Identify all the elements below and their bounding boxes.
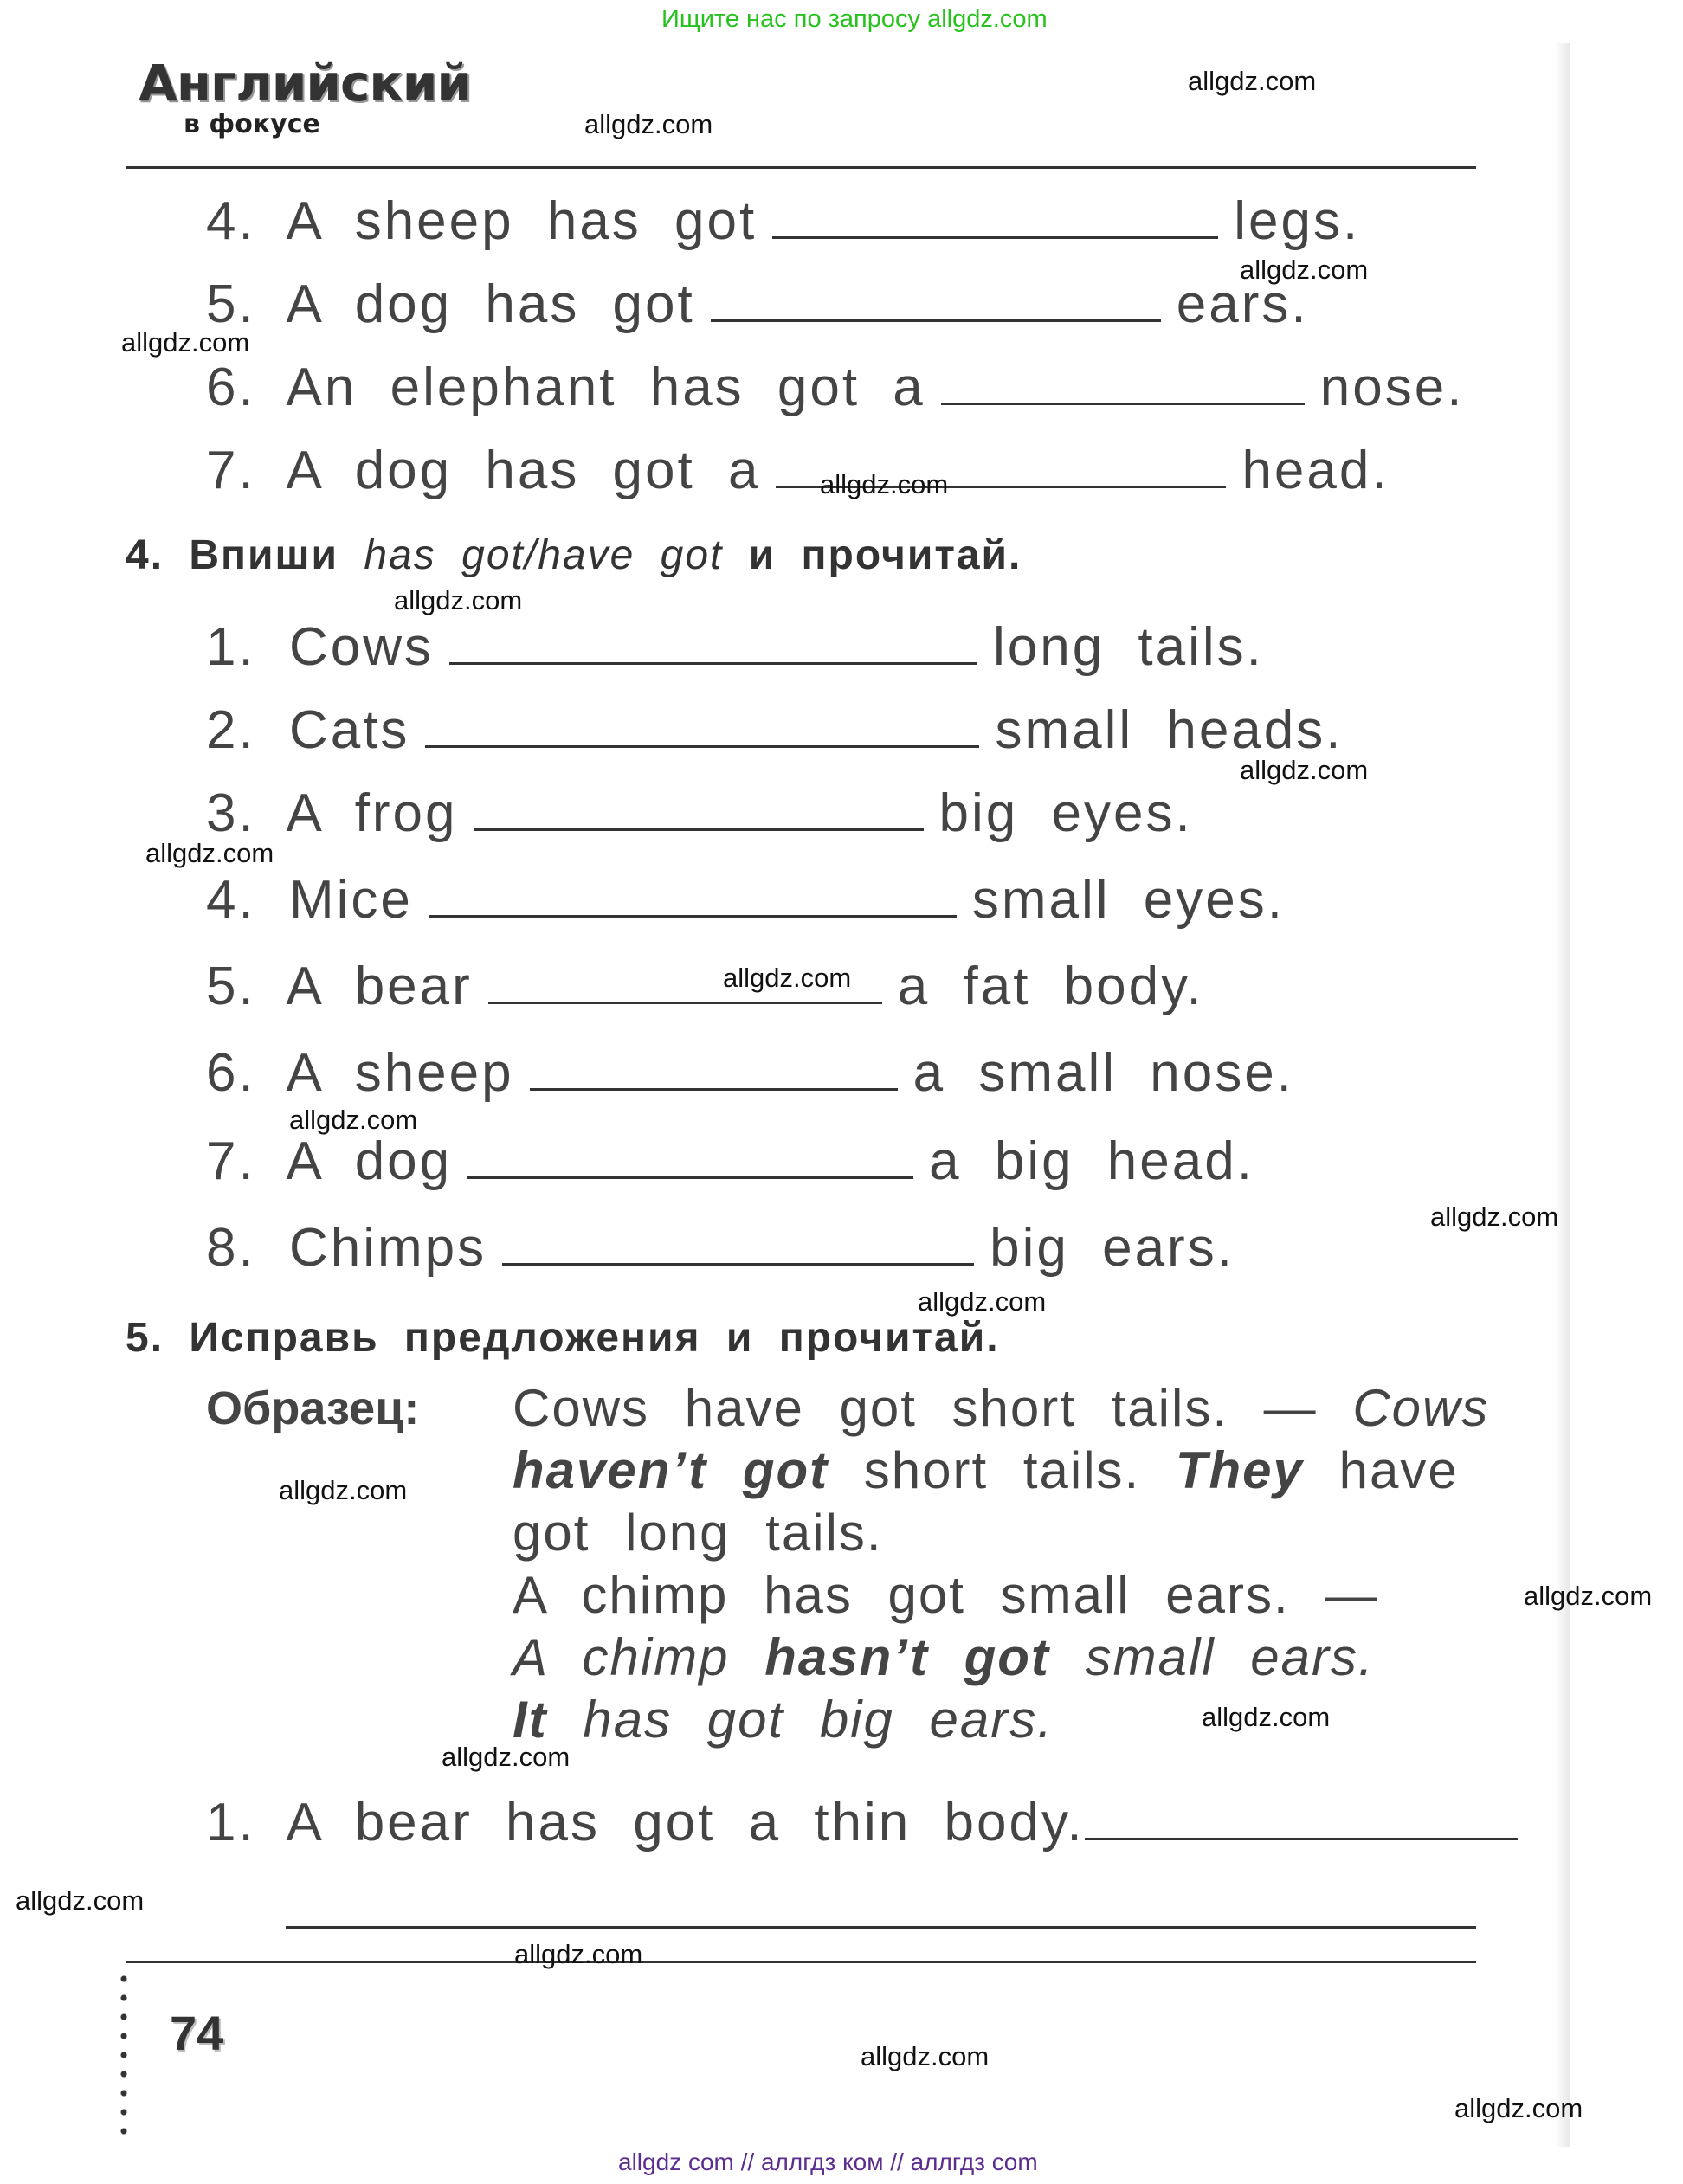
header-rule [126, 166, 1476, 169]
list-item: 6. An elephant has got a nose. [206, 358, 1465, 417]
answer-blank[interactable] [502, 1254, 974, 1266]
answer-blank[interactable] [1085, 1829, 1518, 1840]
watermark[interactable]: allgdz.com [820, 469, 949, 499]
watermark[interactable]: allgdz.com [861, 2041, 990, 2071]
watermark[interactable]: allgdz.com [394, 585, 523, 615]
list-item: 3. A frog big eyes. [206, 783, 1193, 843]
watermark[interactable]: allgdz.com [145, 838, 274, 868]
list-item: 7. A dog a big head. [206, 1131, 1254, 1191]
task-4-heading: 4. Впиши has got/have got и прочитай. [126, 532, 1022, 578]
task-5-heading: 5. Исправь предложения и прочитай. [126, 1315, 1000, 1361]
example-label: Образец: [206, 1382, 420, 1434]
watermark[interactable]: allgdz.com [16, 1885, 145, 1916]
answer-blank[interactable] [425, 737, 979, 748]
watermark[interactable]: allgdz.com [121, 327, 250, 358]
watermark[interactable]: allgdz.com [442, 1742, 571, 1772]
book-logo-subtitle: в фокусе [184, 109, 320, 139]
watermark[interactable]: allgdz.com [514, 1939, 643, 1969]
list-item: 4. A sheep has got legs. [206, 191, 1361, 251]
answer-blank[interactable] [488, 993, 882, 1004]
watermark[interactable]: allgdz.com [918, 1286, 1047, 1317]
list-item: 5. A bear a fat body. [206, 957, 1204, 1016]
answer-blank[interactable] [711, 311, 1161, 322]
list-item: 4. Mice small eyes. [206, 870, 1285, 930]
watermark[interactable]: allgdz.com [723, 963, 852, 993]
watermark[interactable]: allgdz.com [1524, 1581, 1653, 1611]
list-item: 2. Cats small heads. [206, 700, 1344, 760]
footer-rule [126, 1961, 1476, 1963]
answer-blank[interactable] [468, 1168, 913, 1179]
list-item: 6. A sheep a small nose. [206, 1043, 1294, 1103]
list-item: 5. A dog has got ears. [206, 274, 1309, 334]
answer-line[interactable] [286, 1926, 1476, 1929]
watermark[interactable]: allgdz.com [1430, 1202, 1559, 1232]
top-banner[interactable]: Ищите нас по запросу allgdz.com [661, 5, 1048, 33]
list-item: 1. Cows long tails. [206, 617, 1264, 677]
answer-blank[interactable] [941, 394, 1305, 405]
example-line: A chimp has got small ears. — [513, 1566, 1379, 1624]
answer-blank[interactable] [772, 228, 1218, 239]
answer-blank[interactable] [449, 654, 977, 665]
example-line: A chimp hasn’t got small ears. [513, 1628, 1375, 1686]
bottom-banner[interactable]: allgdz com // аллгдз ком // аллгдз com [618, 2149, 1038, 2175]
page-edge-shadow [1555, 43, 1570, 2147]
watermark[interactable]: allgdz.com [289, 1105, 418, 1135]
example-line: It has got big ears. [513, 1691, 1054, 1749]
answer-blank[interactable] [530, 1079, 898, 1091]
example-line: Cows have got short tails. — Cows [513, 1379, 1490, 1437]
dotted-margin [119, 1969, 128, 2142]
list-item: 8. Chimps big ears. [206, 1218, 1235, 1278]
example-line: haven’t got short tails. They have [513, 1441, 1459, 1499]
watermark[interactable]: allgdz.com [1188, 66, 1317, 96]
list-item: 7. A dog has got a head. [206, 441, 1390, 500]
page-number: 74 [170, 2006, 224, 2060]
book-logo-title: Английский [139, 54, 472, 113]
watermark[interactable]: allgdz.com [584, 109, 713, 139]
answer-blank[interactable] [474, 820, 924, 831]
example-line: got long tails. [513, 1504, 883, 1562]
watermark[interactable]: allgdz.com [1240, 755, 1369, 785]
watermark[interactable]: allgdz.com [279, 1475, 408, 1505]
answer-blank[interactable] [429, 906, 957, 918]
watermark[interactable]: allgdz.com [1454, 2093, 1583, 2123]
watermark[interactable]: allgdz.com [1240, 254, 1369, 285]
list-item: 1. A bear has got a thin body. [206, 1792, 1533, 1853]
watermark[interactable]: allgdz.com [1202, 1702, 1331, 1732]
